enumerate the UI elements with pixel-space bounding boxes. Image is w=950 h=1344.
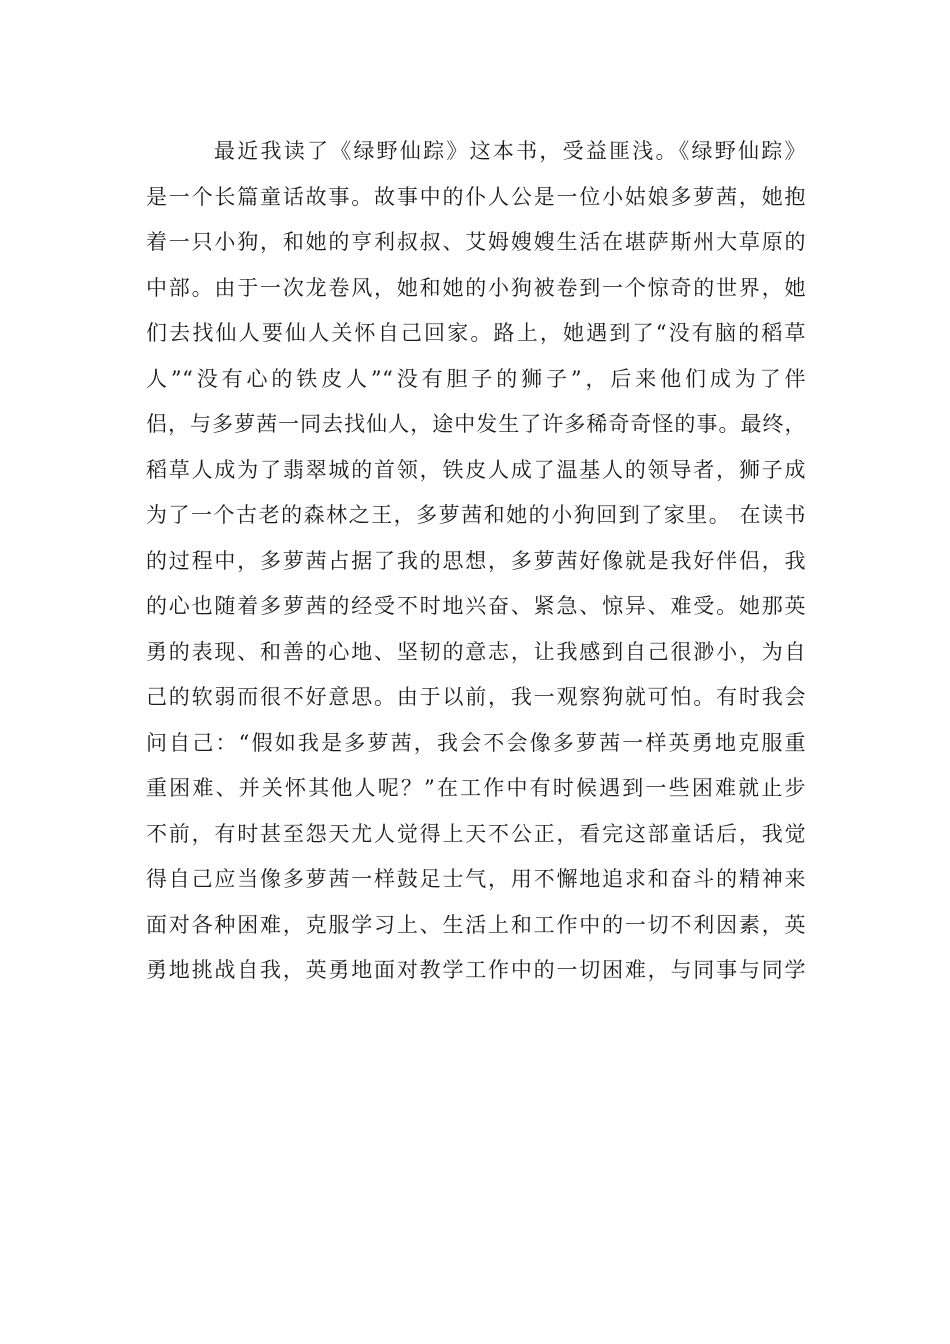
text-line-1: 最近我读了《绿野仙踪》这本书，受益匪浅。《绿野仙踪》 (214, 139, 806, 163)
text-line-7: 侣，与多萝茜一同去找仙人，途中发生了许多稀奇奇怪的事。最终， (146, 412, 806, 436)
text-line-14: 问自己：“假如我是多萝茜，我会不会像多萝茜一样英勇地克服重 (146, 730, 806, 755)
text-line-13: 己的软弱而很不好意思。由于以前，我一观察狗就可怕。有时我会 (146, 685, 806, 709)
text-line-4: 中部。由于一次龙卷风，她和她的小狗被卷到一个惊奇的世界，她 (146, 275, 806, 300)
text-line-11: 的心也随着多萝茜的经受不时地兴奋、紧急、惊异、难受。她那英 (146, 594, 806, 618)
text-line-12: 勇的表现、和善的心地、坚韧的意志，让我感到自己很渺小，为自 (146, 639, 806, 664)
text-line-8: 稻草人成为了翡翠城的首领，铁皮人成了温基人的领导者，狮子成 (146, 457, 806, 482)
text-line-5: 们去找仙人要仙人关怀自己回家。路上，她遇到了“没有脑的稻草 (146, 321, 806, 345)
text-line-6: 人”“没有心的铁皮人”“没有胆子的狮子”，后来他们成为了伴 (146, 366, 806, 391)
text-line-2: 是一个长篇童话故事。故事中的仆人公是一位小姑娘多萝茜，她抱 (146, 184, 806, 209)
text-line-18: 面对各种困难，克服学习上、生活上和工作中的一切不利因素，英 (146, 912, 806, 937)
text-line-10: 的过程中，多萝茜占据了我的思想，多萝茜好像就是我好伴侣，我 (146, 548, 806, 573)
text-line-9: 为了一个古老的森林之王，多萝茜和她的小狗回到了家里。 在读书 (146, 503, 806, 527)
body-text (146, 129, 806, 994)
text-line-15: 重困难、并关怀其他人呢？”在工作中有时候遇到一些困难就止步 (146, 776, 806, 800)
text-line-16: 不前，有时甚至怨天尤人觉得上天不公正，看完这部童话后，我觉 (146, 821, 806, 846)
text-line-17: 得自己应当像多萝茜一样鼓足士气，用不懈地追求和奋斗的精神来 (146, 867, 806, 891)
text-line-19: 勇地挑战自我，英勇地面对教学工作中的一切困难，与同事与同学 (146, 958, 806, 982)
text-line-3: 着一只小狗，和她的亨利叔叔、艾姆嫂嫂生活在堪萨斯州大草原的 (146, 230, 806, 254)
